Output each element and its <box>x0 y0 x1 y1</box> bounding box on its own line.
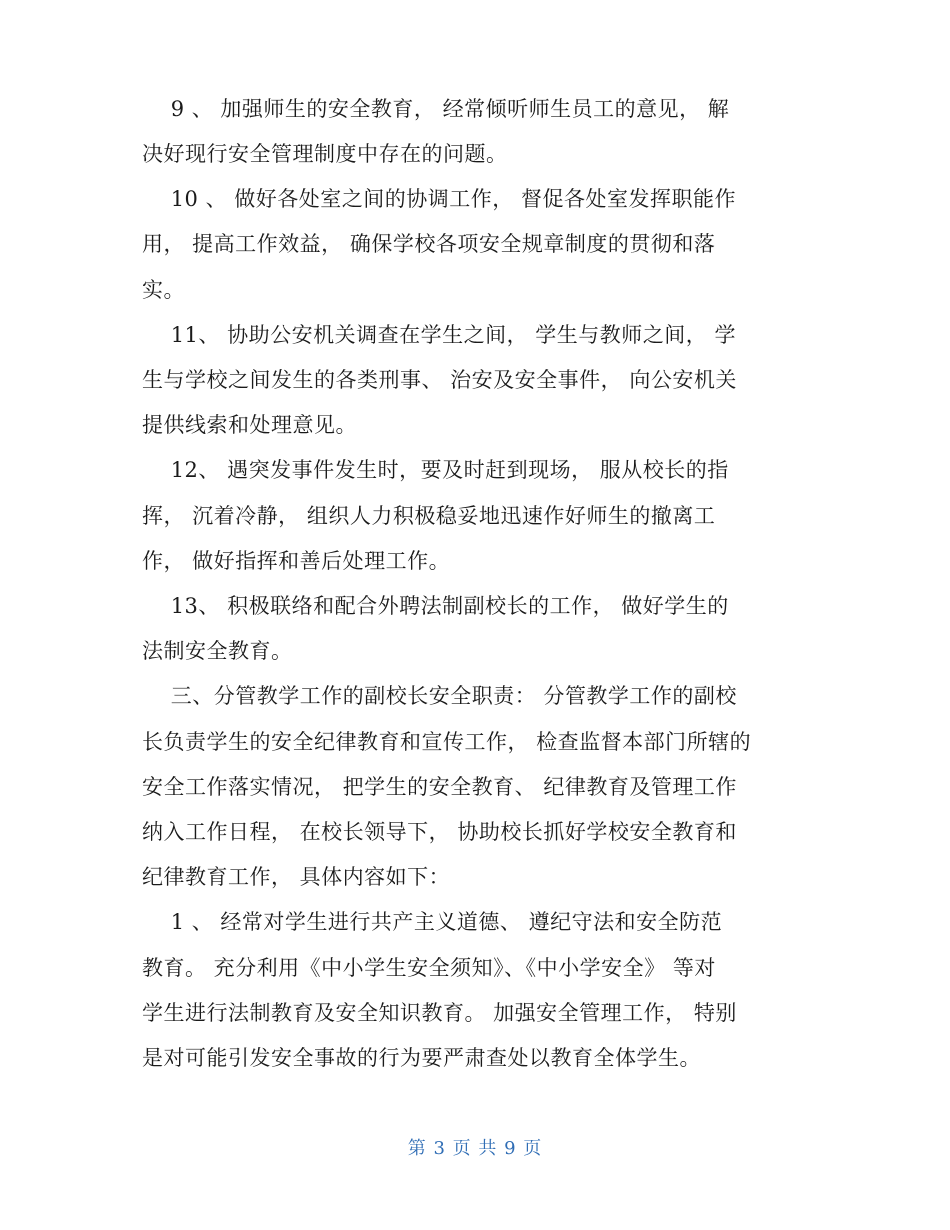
text-line: 是对可能引发安全事故的行为要严肃查处以教育全体学生。 <box>142 1046 701 1070</box>
text-line: 用， 提高工作效益， 确保学校各项安全规章制度的贯彻和落 <box>142 232 716 256</box>
text-line: 安全工作落实情况， 把学生的安全教育、 纪律教育及管理工作 <box>142 775 737 799</box>
text-line: 学生进行法制教育及安全知识教育。 加强安全管理工作， 特别 <box>142 1001 737 1025</box>
text-line: 教育。 充分利用《中小学生安全须知》、《中小学安全》 等对 <box>142 956 716 980</box>
text-line: 12、 遇突发事件发生时，要及时赶到现场， 服从校长的指 <box>142 458 729 482</box>
text-line: 13、 积极联络和配合外聘法制副校长的工作， 做好学生的 <box>142 594 729 618</box>
text-line: 挥， 沉着冷静， 组织人力积极稳妥地迅速作好师生的撤离工 <box>142 504 716 528</box>
text-line: 纪律教育工作， 具体内容如下： <box>142 865 451 889</box>
text-line: 10 、 做好各处室之间的协调工作， 督促各处室发挥职能作 <box>142 187 736 211</box>
text-line: 决好现行安全管理制度中存在的问题。 <box>142 142 508 166</box>
text-line: 纳入工作日程， 在校长领导下， 协助校长抓好学校安全教育和 <box>142 820 737 844</box>
text-line: 实。 <box>142 278 185 302</box>
text-line: 作， 做好指挥和善后处理工作。 <box>142 549 451 573</box>
text-line: 生与学校之间发生的各类刑事、 治安及安全事件， 向公安机关 <box>142 368 737 392</box>
text-line: 三、分管教学工作的副校长安全职责： 分管教学工作的副校 <box>142 684 737 708</box>
text-line: 长负责学生的安全纪律教育和宣传工作， 检查监督本部门所辖的 <box>142 730 752 754</box>
text-line: 法制安全教育。 <box>142 639 293 663</box>
text-line: 11、 协助公安机关调查在学生之间， 学生与教师之间， 学 <box>142 323 736 347</box>
text-line: 1 、 经常对学生进行共产主义道德、 遵纪守法和安全防范 <box>142 910 723 934</box>
text-line: 提供线索和处理意见。 <box>142 413 357 437</box>
text-line: 9 、 加强师生的安全教育， 经常倾听师生员工的意见， 解 <box>142 97 730 121</box>
page-number: 第 3 页 共 9 页 <box>407 1138 543 1159</box>
